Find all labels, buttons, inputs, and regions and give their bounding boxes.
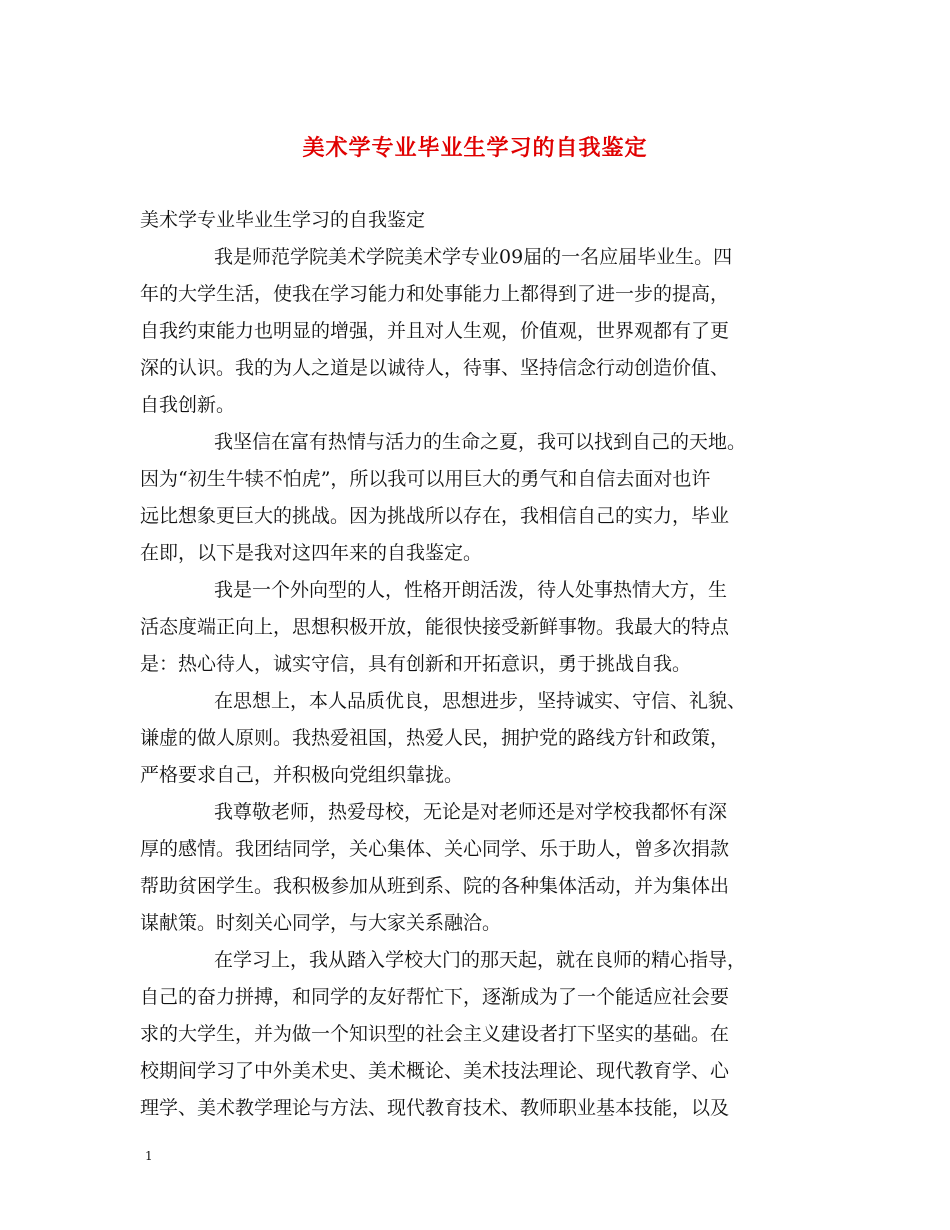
page-number: 1 bbox=[145, 1149, 153, 1163]
body-line: 在思想上，本人品质优良，思想进步，坚持诚实、守信、礼貌、 bbox=[214, 690, 747, 712]
body-line: 自己的奋力拼搏，和同学的友好帮忙下，逐渐成为了一个能适应社会要 bbox=[140, 986, 730, 1008]
body-line: 严格要求自己，并积极向党组织靠拢。 bbox=[140, 764, 464, 786]
body-line: 谋献策。时刻关心同学，与大家关系融洽。 bbox=[140, 912, 502, 934]
body-line: 厚的感情。我团结同学，关心集体、关心同学、乐于助人，曾多次捐款 bbox=[140, 838, 730, 860]
body-line: 自我约束能力也明显的增强，并且对人生观，价值观，世界观都有了更 bbox=[140, 320, 730, 342]
body-line: 求的大学生，并为做一个知识型的社会主义建设者打下坚实的基础。在 bbox=[140, 1023, 730, 1045]
body-line: 在即，以下是我对这四年来的自我鉴定。 bbox=[140, 542, 483, 564]
body-line: 自我创新。 bbox=[140, 394, 236, 416]
body-line: 我是师范学院美术学院美术学专业09届的一名应届毕业生。四 bbox=[214, 246, 733, 268]
body-line: 年的大学生活，使我在学习能力和处事能力上都得到了进一步的提高， bbox=[140, 283, 730, 305]
body-line: 是：热心待人，诚实守信，具有创新和开拓意识，勇于挑战自我。 bbox=[140, 653, 692, 675]
body-line: 理学、美术教学理论与方法、现代教育技术、教师职业基本技能，以及 bbox=[140, 1097, 730, 1119]
document-subtitle: 美术学专业毕业生学习的自我鉴定 bbox=[140, 209, 426, 231]
body-line: 在学习上，我从踏入学校大门的那天起，就在良师的精心指导， bbox=[214, 949, 747, 971]
body-line: 我是一个外向型的人，性格开朗活泼，待人处事热情大方，生 bbox=[214, 579, 728, 601]
body-line: 校期间学习了中外美术史、美术概论、美术技法理论、现代教育学、心 bbox=[140, 1060, 730, 1082]
body-line: 帮助贫困学生。我积极参加从班到系、院的各种集体活动，并为集体出 bbox=[140, 875, 730, 897]
body-line: 谦虚的做人原则。我热爱祖国，热爱人民，拥护党的路线方针和政策， bbox=[140, 727, 730, 749]
body-line: 深的认识。我的为人之道是以诚待人，待事、坚持信念行动创造价值、 bbox=[140, 357, 730, 379]
body-line: 我坚信在富有热情与活力的生命之夏，我可以找到自己的天地。 bbox=[214, 431, 747, 453]
body-line: 因为“初生牛犊不怕虎”，所以我可以用巨大的勇气和自信去面对也许 bbox=[140, 468, 711, 490]
body-line: 活态度端正向上，思想积极开放，能很快接受新鲜事物。我最大的特点 bbox=[140, 616, 730, 638]
body-line: 远比想象更巨大的挑战。因为挑战所以存在，我相信自己的实力，毕业 bbox=[140, 505, 730, 527]
body-line: 我尊敬老师，热爱母校，无论是对老师还是对学校我都怀有深 bbox=[214, 801, 728, 823]
document-title: 美术学专业毕业生学习的自我鉴定 bbox=[302, 135, 648, 161]
